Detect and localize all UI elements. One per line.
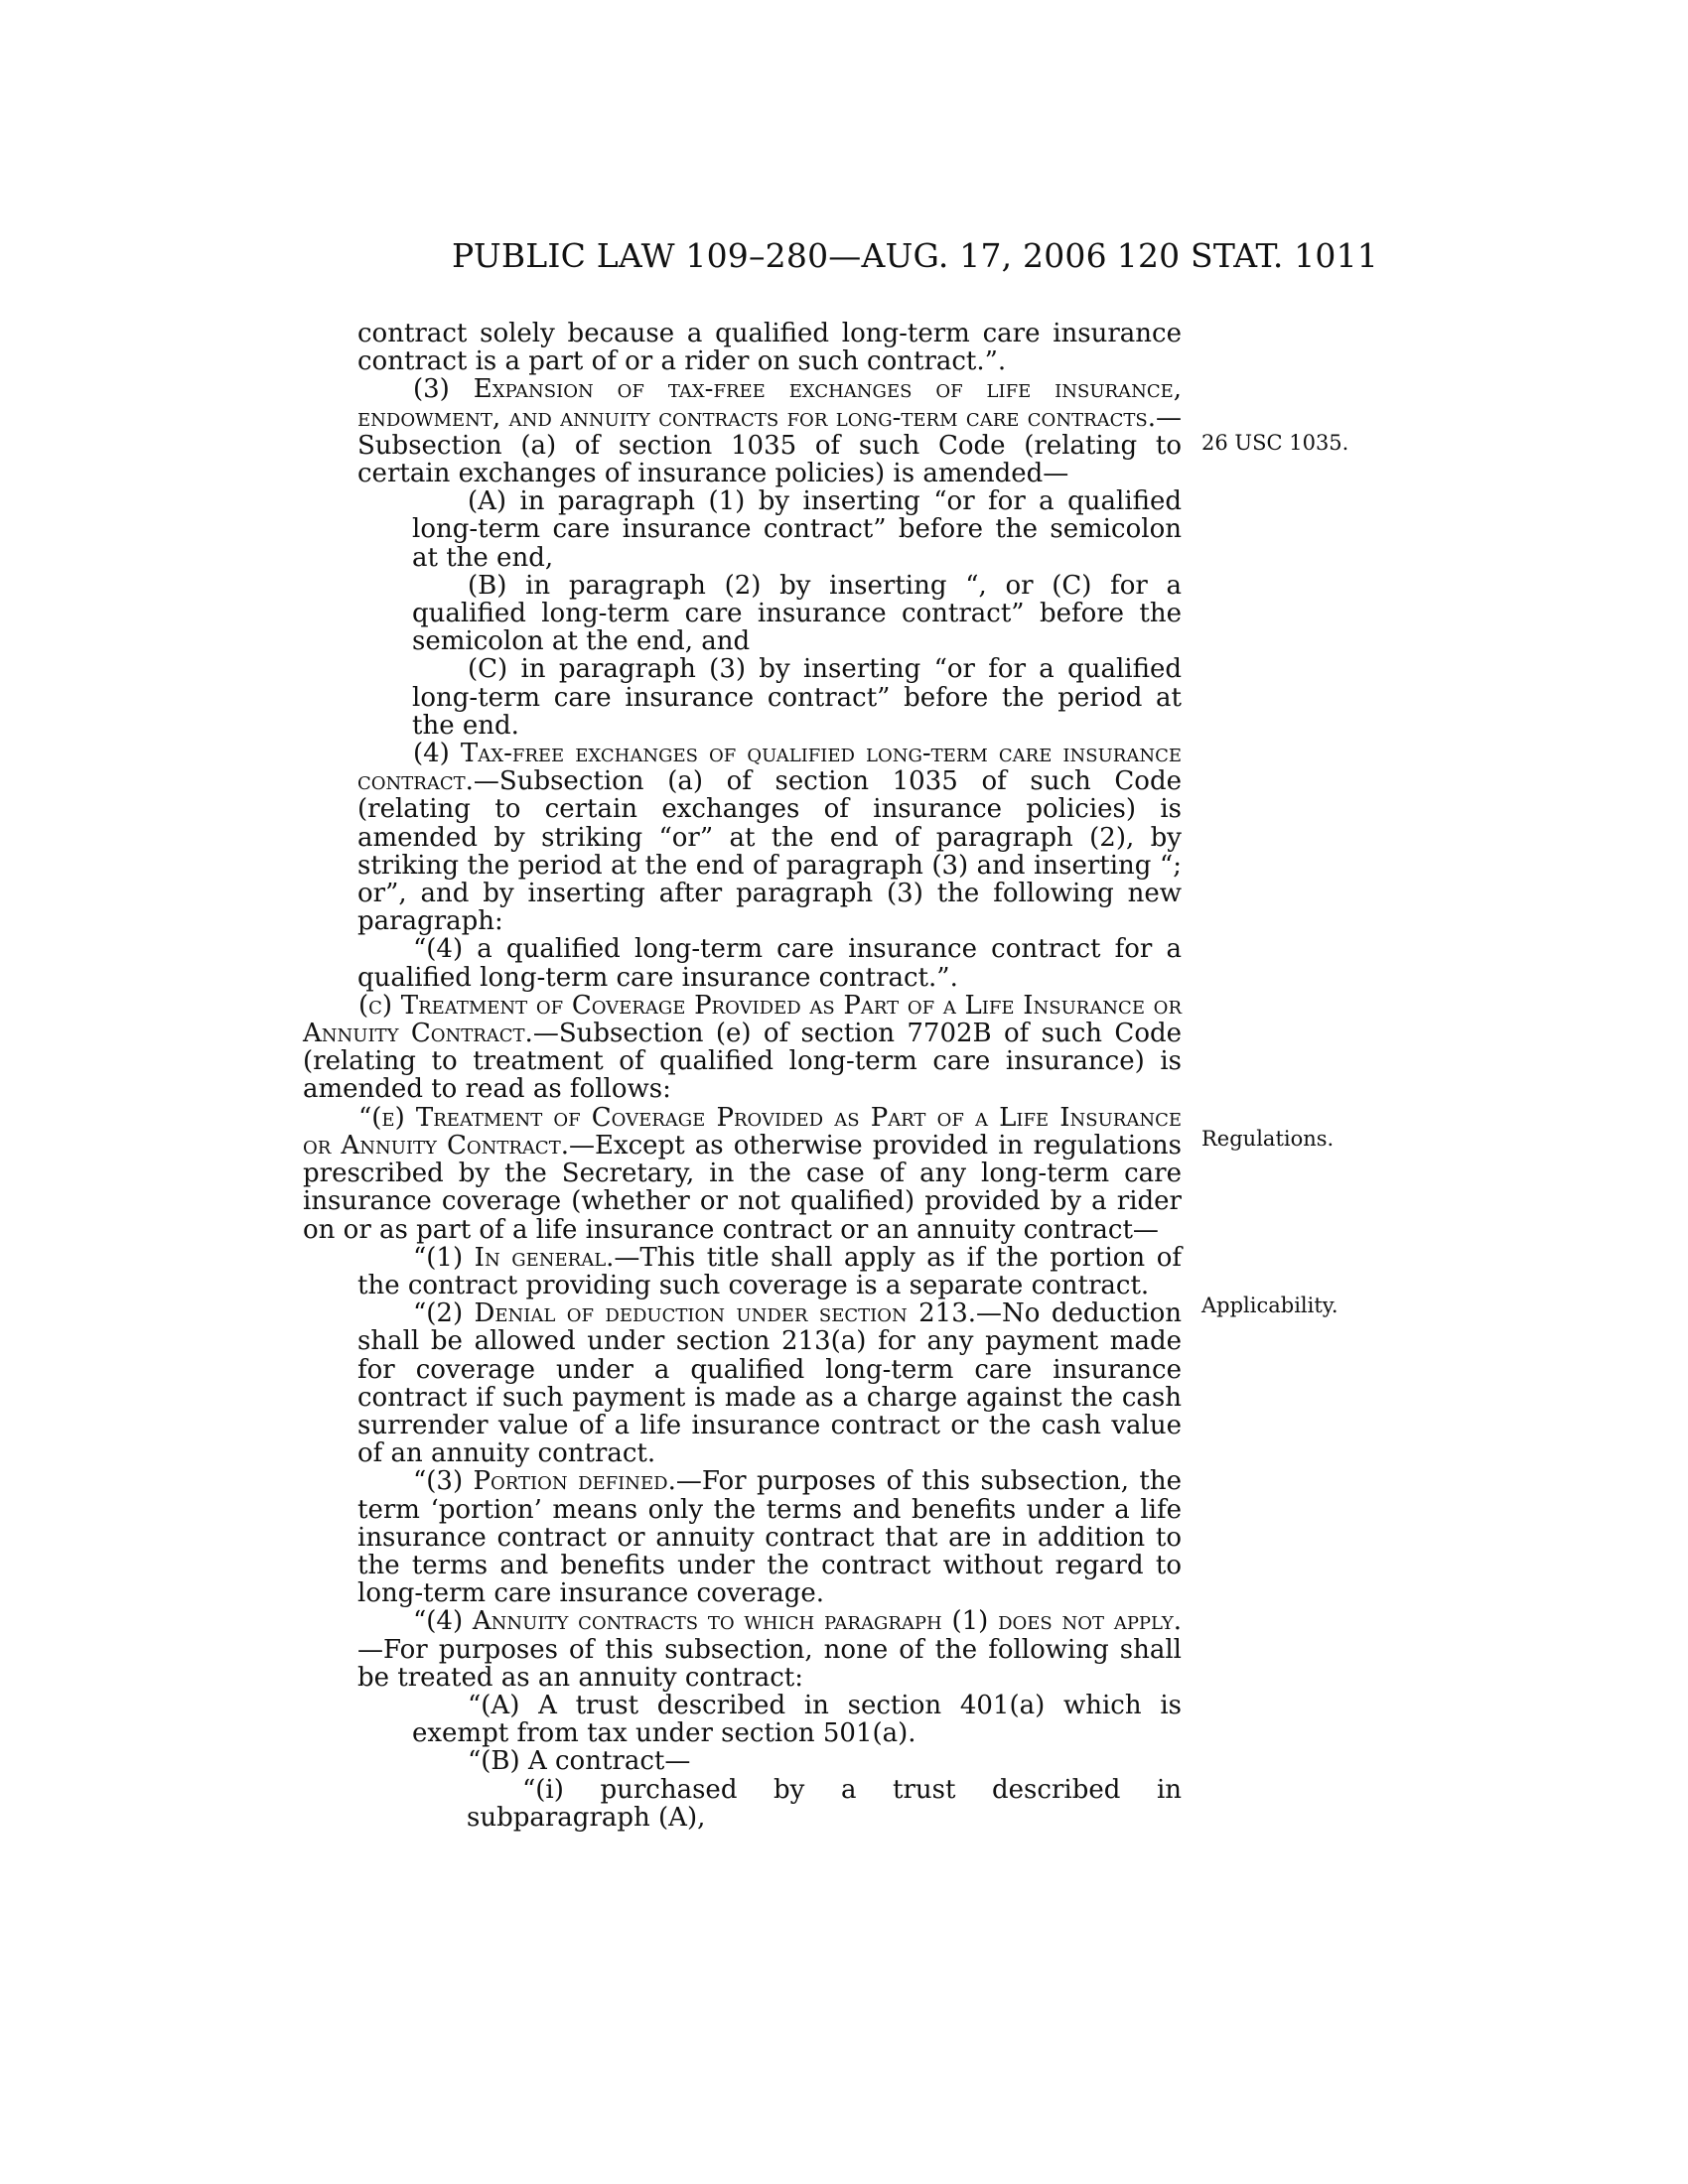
paragraph-e3-text: —For purposes of this subsection, the term ‘portion’ means only the terms and benefits under a life insurance contract or annuity contract that are in addition to the terms and benefits under the contract without regard to long-term care insurance coverage. [357, 1466, 1182, 1609]
subsection-e [303, 1104, 1182, 1244]
margin-note-applicability: Applicability. [1201, 1294, 1338, 1317]
margin-note-usc: 26 USC 1035. [1201, 431, 1349, 455]
paragraph-3 [357, 375, 1182, 487]
subparagraph-3C: (C) in paragraph (3) by inserting “or for a qualified long-term care insurance contract” before the period at the end. [412, 654, 1182, 741]
subparagraph-3B: (B) in paragraph (2) by inserting “, or (C) for a qualified long-term care insurance contract” before the semicolon at the end, and [412, 570, 1182, 657]
paragraph-e3-heading: “(3) Portion defined. [413, 1466, 676, 1497]
subsection-e-heading: “(e) Treatment of Coverage Provided as Part of a Life Insurance or Annuity Contract. [303, 1102, 1182, 1160]
paragraph-e4-heading: “(4) Annuity contracts to which paragraph (1) does not apply. [413, 1606, 1182, 1637]
subsection-e-paragraphs [303, 1244, 1182, 1832]
subparagraph-e4B-clauses [412, 1776, 1182, 1832]
paragraph-e1-heading: “(1) In general. [413, 1242, 615, 1273]
running-header-title: PUBLIC LAW 109–280—AUG. 17, 2006 [452, 236, 1107, 275]
subsection-c-heading: (c) Treatment of Coverage Provided as Part of a Life Insurance or Annuity Contract. [303, 990, 1182, 1049]
paragraph-e1-text: —This title shall apply as if the portion of the contract providing such coverage is a separate contract. [357, 1242, 1182, 1300]
paragraph-e2 [357, 1299, 1182, 1467]
running-header-page-number: 120 STAT. 1011 [1116, 236, 1378, 275]
margin-note-regulations: Regulations. [1201, 1127, 1335, 1151]
paragraph-4-heading: (4) Tax-free exchanges of qualified long-term care insurance contract. [357, 739, 1182, 797]
paragraph-4 [357, 740, 1182, 935]
clause-e4Bi: “(i) purchased by a trust described in subparagraph (A), [467, 1774, 1182, 1833]
paragraph-3-subitems [357, 487, 1182, 740]
paragraph-e4-text: —For purposes of this subsection, none of the following shall be treated as an annuity contract: [357, 1634, 1182, 1693]
paragraph-continuation: contract solely because a qualified long-term care insurance contract is a part of or a rider on such contract.”. [357, 319, 1182, 377]
paragraph-4-quoted: “(4) a qualified long-term care insurance contract for a qualified long-term care insurance contract.”. [357, 934, 1182, 993]
subparagraph-e4B: “(B) A contract— [468, 1746, 691, 1777]
paragraph-e1 [357, 1244, 1182, 1299]
paragraph-e2-heading: “(2) Denial of deduction under section 213. [413, 1298, 977, 1329]
paragraph-4-text: —Subsection (a) of section 1035 of such Code (relating to certain exchanges of insurance policies) is amended by striking “or” at the end of paragraph (2), by striking the period at the end of paragraph (3) and inserting “; or”, and by inserting after paragraph (3) the following new paragraph: [357, 766, 1182, 937]
paragraph-e4 [357, 1607, 1182, 1692]
document-body [303, 320, 1182, 1832]
subsection-e-text: —Except as otherwise provided in regulations prescribed by the Secretary, in the case of any long-term care insurance coverage (whether or not qualified) provided by a rider on or as part of a life insurance contract or an annuity contract— [303, 1130, 1182, 1245]
subparagraph-3A: (A) in paragraph (1) by inserting “or for a qualified long-term care insurance contract” before the semicolon at the end, [412, 486, 1182, 573]
paragraph-3-text: —Subsection (a) of section 1035 of such Code (relating to certain exchanges of insurance policies) is amended— [357, 402, 1182, 489]
paragraph-e4-subitems [357, 1692, 1182, 1832]
subsection-c-text: —Subsection (e) of section 7702B of such Code (relating to treatment of qualified long-term care insurance) is amended to read as follows: [303, 1019, 1182, 1105]
paragraph-e2-text: —No deduction shall be allowed under section 213(a) for any payment made for coverage under a qualified long-term care insurance contract if such payment is made as a charge against the cash surrender value of a life insurance contract or the cash value of an annuity contract. [357, 1298, 1183, 1469]
subparagraph-e4A: “(A) A trust described in section 401(a) which is exempt from tax under section 501(a). [412, 1690, 1182, 1749]
paragraph-3-heading: (3) Expansion of tax-free exchanges of life insurance, endowment, and annuity contracts for long-term care contracts. [357, 374, 1182, 433]
paragraph-e3 [357, 1467, 1182, 1607]
subsection-c [303, 992, 1182, 1104]
